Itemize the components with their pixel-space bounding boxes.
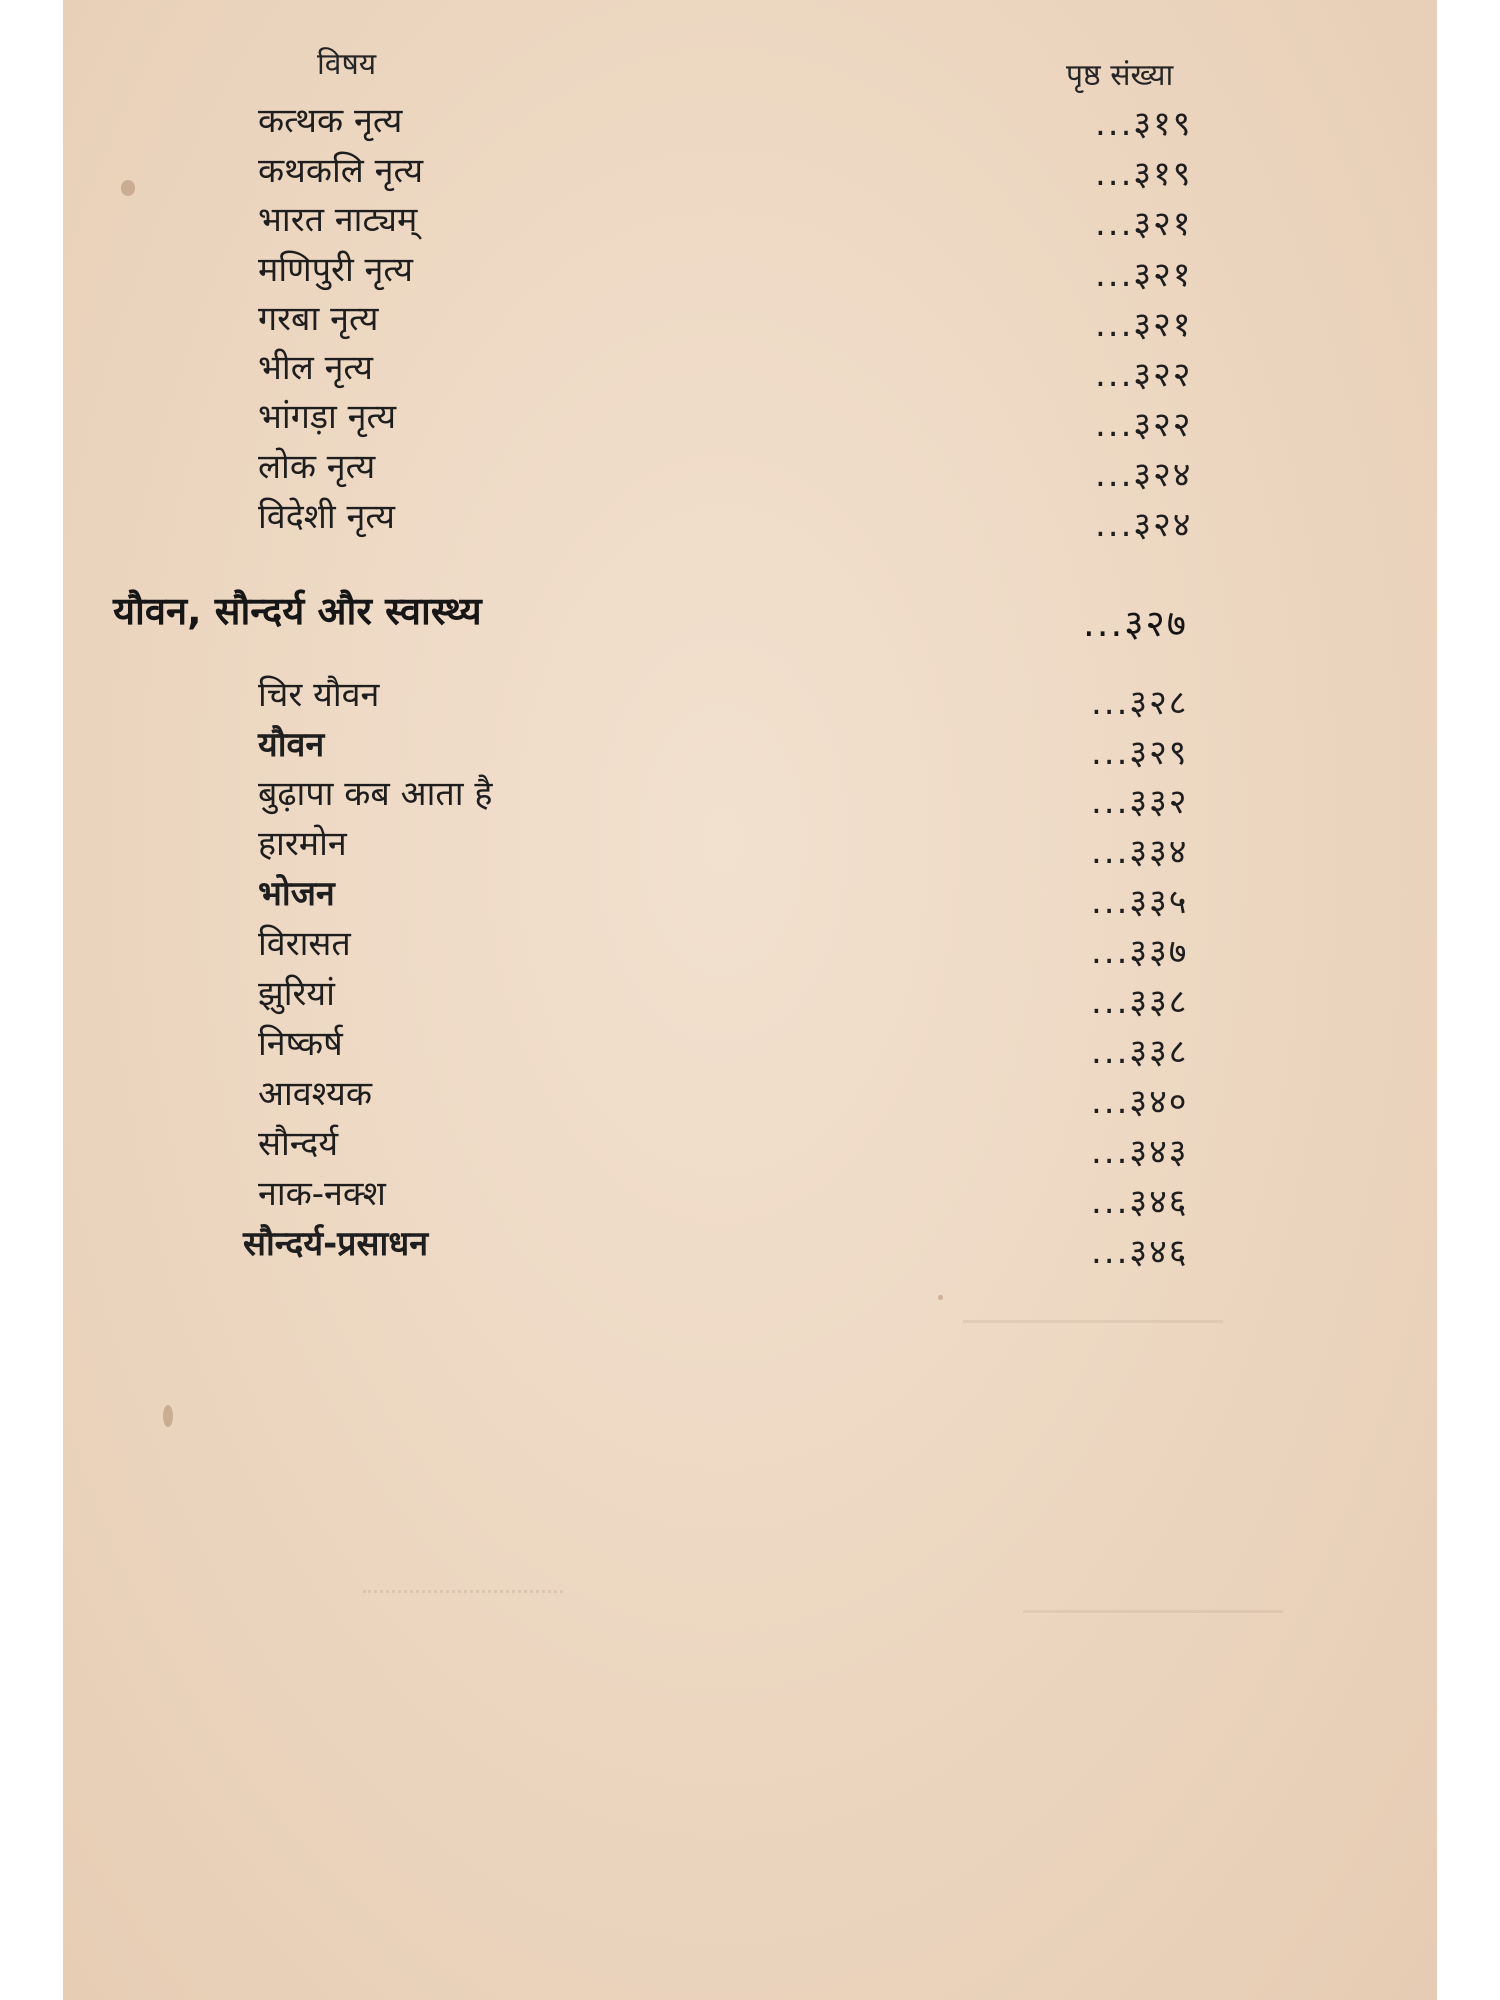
page-number-column-header: पृष्ठ संख्या [1066, 58, 1174, 93]
toc-entry-title: सौन्दर्य [258, 1124, 339, 1164]
toc-entry-title: सौन्दर्य-प्रसाधन [243, 1224, 429, 1264]
toc-entry-title: विरासत [258, 924, 351, 964]
toc-entry-title: निष्कर्ष [258, 1024, 343, 1064]
stain-spot [121, 180, 135, 196]
toc-entry-page: ...३३८ [1091, 1032, 1189, 1072]
toc-entry-page: ...३२१ [1095, 305, 1193, 345]
subject-column-header: विषय [317, 47, 377, 82]
toc-entry-page: ...३४६ [1091, 1182, 1189, 1222]
toc-entry-title: भारत नाट्यम् [258, 200, 418, 240]
toc-entry-page: ...३१९ [1095, 104, 1193, 144]
section-heading: यौवन, सौन्दर्य और स्वास्थ्य [113, 589, 482, 633]
toc-entry-title: भांगड़ा नृत्य [258, 397, 397, 437]
toc-entry-title: बुढ़ापा कब आता है [258, 774, 493, 814]
toc-entry-page: ...३३२ [1091, 782, 1189, 822]
toc-entry-page: ...३१९ [1095, 154, 1193, 194]
toc-entry-page: ...३२९ [1091, 733, 1189, 773]
show-through-mark [363, 1590, 563, 1620]
toc-entry-title: भील नृत्य [258, 348, 374, 388]
toc-entry-page: ...३२८ [1091, 683, 1189, 723]
toc-entry-title: गरबा नृत्य [258, 299, 379, 339]
toc-entry-page: ...३२१ [1095, 255, 1193, 295]
show-through-mark [963, 1320, 1223, 1350]
book-page [63, 0, 1437, 2000]
toc-entry-page: ...३३५ [1091, 882, 1189, 922]
toc-entry-page: ...३४३ [1091, 1132, 1189, 1172]
toc-entry-page: ...३४६ [1091, 1232, 1189, 1272]
toc-entry-page: ...३२२ [1095, 405, 1193, 445]
toc-entry-title: चिर यौवन [258, 675, 380, 715]
toc-entry-page: ...३२१ [1095, 204, 1193, 244]
toc-entry-title: कथकलि नृत्य [258, 151, 424, 191]
toc-entry-title: हारमोन [258, 824, 347, 864]
toc-entry-title: भोजन [258, 874, 335, 914]
toc-entry-title: नाक-नक्श [258, 1174, 386, 1214]
toc-entry-page: ...३३८ [1091, 982, 1189, 1022]
toc-entry-title: यौवन [258, 725, 325, 765]
toc-entry-page: ...३२२ [1095, 355, 1193, 395]
toc-entry-page: ...३२४ [1095, 455, 1193, 495]
stain-spot [163, 1405, 173, 1427]
toc-entry-page: ...३४० [1091, 1082, 1189, 1122]
toc-entry-title: मणिपुरी नृत्य [258, 250, 414, 290]
toc-entry-title: आवश्यक [258, 1074, 372, 1114]
toc-entry-page: ...३३४ [1091, 832, 1189, 872]
toc-entry-title: लोक नृत्य [258, 447, 376, 487]
toc-entry-title: झुरियां [258, 974, 335, 1014]
show-through-mark [1023, 1610, 1283, 1640]
toc-entry-title: विदेशी नृत्य [258, 497, 395, 537]
toc-entry-page: ...३२४ [1095, 505, 1193, 545]
section-heading-page: ...३२७ [1083, 602, 1189, 645]
stain-spot [938, 1295, 943, 1300]
toc-entry-title: कत्थक नृत्य [258, 101, 403, 141]
toc-entry-page: ...३३७ [1091, 932, 1189, 972]
